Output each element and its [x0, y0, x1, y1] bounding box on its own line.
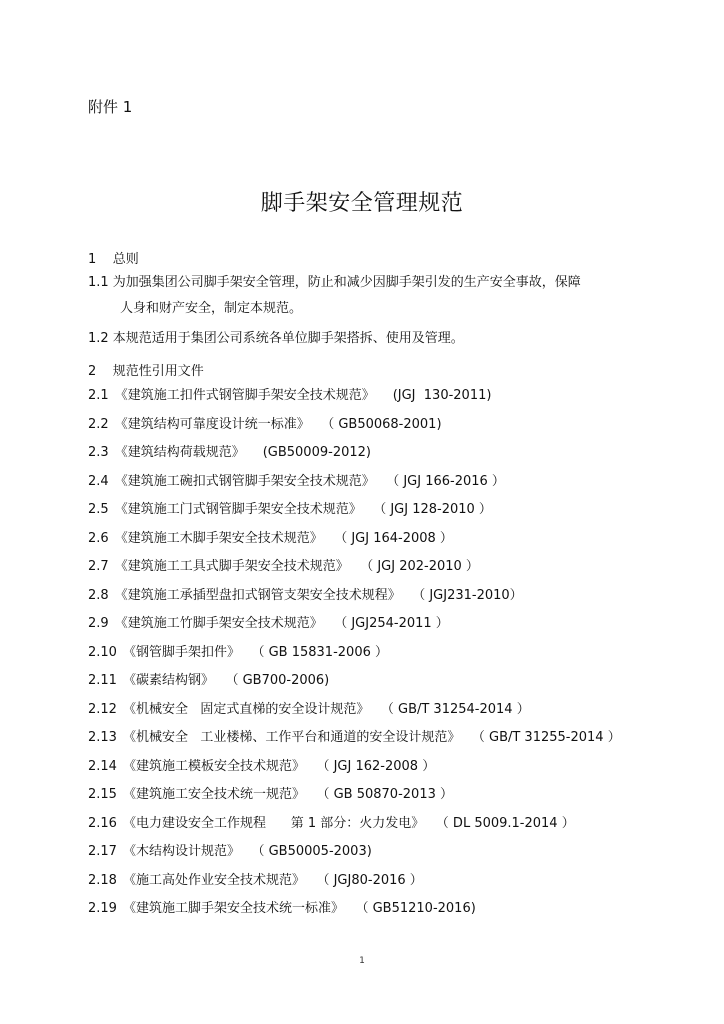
reference-title: 《电力建设安全工作规程 第 1 部分：火力发电》	[122, 815, 425, 831]
reference-item	[88, 726, 621, 745]
reference-title: 《建筑施工模板安全技术规范》	[122, 758, 305, 774]
reference-item	[88, 897, 476, 916]
page-number: 1	[359, 956, 365, 966]
reference-code: （ GB700-2006)	[231, 673, 330, 688]
reference-code: （ JGJ254-2011 ）	[340, 616, 449, 631]
reference-code: （ GB50005-2003)	[257, 844, 372, 859]
reference-number: 2.14	[88, 758, 117, 774]
reference-title: 《建筑施工工具式脚手架安全技术规范》	[114, 559, 349, 574]
reference-code: （ GB 15831-2006 ）	[257, 644, 388, 660]
reference-number: 2.8	[88, 587, 109, 603]
reference-title: 《钢管脚手架扣件》	[122, 644, 240, 660]
reference-item	[88, 584, 523, 603]
reference-code: （ GB/T 31255-2014 ）	[478, 730, 621, 745]
reference-item	[88, 527, 453, 546]
reference-title: 《建筑施工脚手架安全技术统一标准》	[122, 901, 344, 916]
reference-code: （ JGJ 162-2008 ）	[322, 758, 436, 774]
reference-title: 《建筑施工竹脚手架安全技术规范》	[114, 616, 323, 631]
reference-number: 2.17	[88, 844, 117, 859]
reference-code: (GB50009-2012)	[262, 445, 371, 460]
reference-item	[88, 698, 530, 717]
reference-item	[88, 755, 435, 774]
reference-item	[88, 470, 505, 489]
reference-item	[88, 413, 442, 432]
reference-title: 《机械安全 固定式直梯的安全设计规范》	[122, 701, 370, 717]
reference-item	[88, 555, 479, 574]
reference-number: 2.18	[88, 872, 117, 888]
reference-number: 2.6	[88, 530, 109, 546]
reference-code: （ DL 5009.1-2014 ）	[442, 815, 575, 831]
reference-number: 2.11	[88, 673, 117, 688]
reference-title: 《建筑施工承插型盘扣式钢管支架安全技术规程》	[114, 587, 401, 603]
reference-title: 《施工高处作业安全技术规范》	[122, 872, 305, 888]
section-1-heading: 1 总则	[88, 252, 139, 267]
attachment-label: 附件 1	[88, 98, 133, 116]
reference-number: 2.5	[88, 502, 109, 517]
reference-code: （ JGJ 164-2008 ）	[340, 530, 453, 546]
reference-title: 《建筑结构可靠度设计统一标准》	[114, 416, 310, 432]
reference-title: 《建筑施工安全技术统一规范》	[122, 787, 305, 802]
reference-title: 《建筑施工碗扣式钢管脚手架安全技术规范》	[114, 473, 375, 489]
reference-number: 2.13	[88, 730, 117, 745]
reference-number: 2.15	[88, 787, 117, 802]
reference-number: 2.1	[88, 388, 109, 403]
reference-number: 2.9	[88, 616, 109, 631]
reference-item	[88, 641, 388, 660]
reference-item	[88, 441, 371, 460]
section-2-heading: 2 规范性引用文件	[88, 364, 204, 379]
reference-number: 2.19	[88, 901, 117, 916]
reference-title: 《机械安全 工业楼梯、工作平台和通道的安全设计规范》	[122, 730, 461, 745]
clause-1-1-line-2: 人身和财产安全，制定本规范。	[120, 301, 303, 316]
reference-title: 《建筑施工扣件式钢管脚手架安全技术规范》	[114, 388, 375, 403]
reference-code: （ GB50068-2001)	[327, 416, 442, 432]
reference-item	[88, 840, 372, 859]
reference-item	[88, 669, 329, 688]
reference-title: 《建筑施工木脚手架安全技术规范》	[114, 530, 323, 546]
reference-title: 《木结构设计规范》	[122, 844, 240, 859]
reference-code: (JGJ 130-2011)	[392, 388, 492, 403]
reference-number: 2.7	[88, 559, 109, 574]
reference-number: 2.10	[88, 644, 117, 660]
reference-code: （ GB51210-2016)	[361, 901, 476, 916]
reference-item	[88, 812, 575, 831]
reference-number: 2.12	[88, 701, 117, 717]
reference-code: （ JGJ80-2016 ）	[322, 872, 423, 888]
reference-item	[88, 783, 453, 802]
clause-1-1-line-1: 1.1 为加强集团公司脚手架安全管理，防止和减少因脚手架引发的生产安全事故，保障	[88, 275, 581, 290]
reference-code: （ JGJ 202-2010 ）	[366, 559, 479, 574]
reference-number: 2.4	[88, 473, 109, 489]
reference-item	[88, 869, 423, 888]
document-title: 脚手架安全管理规范	[260, 191, 464, 216]
reference-code: （ JGJ231-2010）	[418, 587, 523, 603]
reference-number: 2.3	[88, 445, 109, 460]
reference-title: 《碳素结构钢》	[122, 673, 214, 688]
reference-title: 《建筑施工门式钢管脚手架安全技术规范》	[114, 502, 362, 517]
reference-code: （ GB 50870-2013 ）	[322, 787, 453, 802]
reference-item	[88, 612, 449, 631]
reference-item	[88, 384, 491, 403]
reference-code: （ JGJ 166-2016 ）	[392, 473, 505, 489]
reference-code: （ GB/T 31254-2014 ）	[387, 701, 530, 717]
reference-code: （ JGJ 128-2010 ）	[379, 502, 492, 517]
reference-number: 2.16	[88, 815, 117, 831]
clause-1-2: 1.2 本规范适用于集团公司系统各单位脚手架搭拆、使用及管理。	[88, 331, 464, 346]
reference-title: 《建筑结构荷载规范》	[114, 445, 245, 460]
reference-item	[88, 498, 492, 517]
reference-number: 2.2	[88, 416, 109, 432]
